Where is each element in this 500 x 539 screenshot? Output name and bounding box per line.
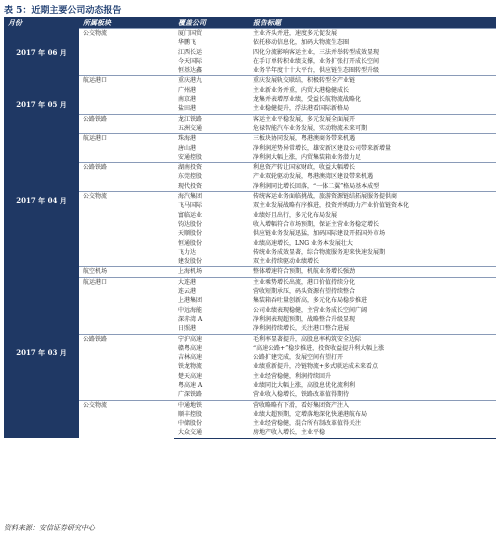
- company-cell: 厦门国贸: [174, 29, 249, 39]
- report-title-cell: 营业收入稳增长，铁路改革值得期待: [253, 391, 350, 399]
- company-cell: 粤高速 A: [178, 381, 203, 389]
- report-title-cell: 主业乘势增长出流，港口价值持续分化: [249, 277, 496, 287]
- company-cell: 五洲交通: [178, 124, 203, 132]
- month-cell: 2017 年 04 月: [4, 134, 79, 267]
- company-cell: 中通地铁: [174, 400, 249, 410]
- report-title-cell: 集装箱吞吐量创新高，多元化布局稳步推进: [253, 297, 368, 305]
- company-cell: 盐田港: [178, 105, 197, 113]
- company-cell: 华鹏飞: [178, 39, 197, 47]
- company-reports-table: [4, 17, 496, 439]
- report-title-cell: 传统客运业务面临挑战，旅游资源链结拓展服务提供商: [249, 192, 496, 202]
- report-title-cell: 净利润持续增长，关注港口整合进展: [253, 325, 350, 333]
- month-cell: 2017 年 05 月: [4, 76, 79, 134]
- report-title-cell: 四化分流影响客运主业，三法并举转型成效显现: [253, 48, 380, 56]
- report-title-cell: 主业经营稳健，混合所有制改革值得关注: [253, 420, 362, 428]
- report-title-cell: 龙集并表增厚业绩，受益长航物流战略化: [253, 96, 362, 104]
- report-title-cell: 业绩同比大幅上涨，高股息优化流利利: [253, 381, 356, 389]
- report-title-cell: 毛利率显著提升，高股息率构筑安全边际: [249, 334, 496, 344]
- company-cell: 东莞控股: [178, 173, 203, 181]
- report-title-cell: 业绩重新提升，冷链物流+多式联运成未来看点: [253, 363, 379, 371]
- company-cell: 上海机场: [174, 267, 249, 277]
- company-cell: 富临运业: [178, 211, 203, 219]
- month-cell: 2017 年 03 月: [4, 267, 79, 438]
- company-cell: 恒通股份: [178, 239, 203, 247]
- table-row: [4, 267, 496, 277]
- report-title-cell: 公司业绩表现稳健，主营业务成长空间广阔: [253, 306, 368, 314]
- company-cell: 江西长运: [178, 48, 203, 56]
- company-cell: 楚天高速: [178, 372, 203, 380]
- company-cell: 宁沪高速: [174, 334, 249, 344]
- sector-cell: 公路铁路: [79, 163, 174, 192]
- source-note: 资料来源：安信证券研究中心: [4, 524, 95, 532]
- month-cell: 2017 年 06 月: [4, 29, 79, 76]
- report-title-cell: 双主业持续驱动业绩增长: [253, 258, 320, 266]
- table-row: [4, 134, 496, 144]
- header-report-title: 报告标题: [249, 17, 496, 29]
- report-title-cell: 危禄智能汽车业务发展，实动物流未来可期: [253, 124, 368, 132]
- table-title: 表 5：近期主要公司动态报告: [4, 6, 122, 16]
- company-cell: 湖南投资: [174, 163, 249, 173]
- company-cell: 广州港: [178, 86, 197, 94]
- company-cell: 海汽集团: [174, 192, 249, 202]
- report-title-cell: 业务半年度十十大平台，供应链生态圈转型升级: [253, 67, 380, 75]
- company-cell: 飞力达: [178, 248, 197, 256]
- sector-cell: 公路铁路: [79, 334, 174, 400]
- header-company: 覆盖公司: [174, 17, 249, 29]
- report-title-cell: 净利润大幅上涨，内贸集装箱业务潜力足: [253, 153, 362, 161]
- company-cell: 龙江铁路: [174, 114, 249, 124]
- company-cell: 连云港: [178, 288, 197, 296]
- report-title-cell: 公路扩建完成，发展空间有望打开: [253, 354, 344, 362]
- report-title-cell: 依托移动信息化，加码大物流生态圈: [253, 39, 350, 47]
- sector-cell: 公交物流: [79, 400, 174, 438]
- report-title-cell: 净利润逆势异常增长，雄安新区建设公司带来新增量: [253, 144, 392, 152]
- report-title-cell: “高速公路+”稳步推进，投资收益提升利大幅上涨: [253, 344, 385, 352]
- report-title-cell: 业绩大超预期，定增落地深化快递港航布局: [253, 410, 368, 418]
- company-cell: 深赤湾 A: [178, 315, 203, 323]
- report-title-cell: 双主业发展战略有序推进，投资并购助力产业价值链资本化: [253, 202, 410, 210]
- sector-cell: 公路铁路: [79, 114, 174, 134]
- company-cell: 现代投资: [178, 182, 203, 190]
- company-cell: 今天国际: [178, 57, 203, 65]
- report-title-cell: 收入增幅符合市场预期，保证主营业务稳定增长: [253, 220, 380, 228]
- company-cell: 广深铁路: [178, 391, 203, 399]
- sector-cell: 公交物流: [79, 192, 174, 267]
- company-cell: 大众交通: [174, 428, 249, 438]
- company-cell: 恒基达鑫: [178, 67, 203, 75]
- report-title-cell: 传统业务成效显著，综合物流服务迎来快速发展期: [253, 248, 386, 256]
- report-title-cell: 主业新业务并重，内贸大港稳健成长: [253, 86, 350, 94]
- report-title-cell: 三板块协同发展，粤港澳商务带来机遇: [249, 134, 496, 144]
- table-header-row: [4, 17, 496, 29]
- company-cell: 天顺股份: [178, 230, 203, 238]
- company-cell: 建发股份: [178, 258, 203, 266]
- sector-cell: 航运港口: [79, 134, 174, 163]
- report-title-cell: 整体增速符合预期，机航业务增长强劲: [249, 267, 496, 277]
- company-cell: 中储股份: [178, 420, 203, 428]
- report-title-cell: 在手订单转积业绩支撑，业务扩张打开成长空间: [253, 57, 380, 65]
- company-cell: 顺丰控股: [178, 410, 203, 418]
- company-cell: 上港集团: [178, 297, 203, 305]
- sector-cell: 航空机场: [79, 267, 174, 277]
- header-sector: 所属板块: [79, 17, 174, 29]
- company-cell: 重庆港九: [174, 76, 249, 86]
- report-title-cell: 利息资产转让国家财政，收益大幅增长: [249, 163, 496, 173]
- report-title-cell: 业绩高速增长，LNG 业务本发展壮大: [253, 239, 353, 247]
- company-cell: 赣粤高速: [178, 344, 203, 352]
- company-cell: 飞马国际: [178, 202, 203, 210]
- company-cell: 南京港: [178, 96, 197, 104]
- company-cell: 珠海港: [174, 134, 249, 144]
- report-title-cell: 净利润表现超预期，战略整合升级显现: [253, 315, 356, 323]
- report-title-cell: 客运主业平稳发展，多元发展全面展开: [249, 114, 496, 124]
- report-title-cell: 营收短期承压，码头资源有望持续整合: [253, 288, 356, 296]
- report-title-cell: 业绩好且出行，多元化布局发展: [253, 211, 338, 219]
- table-row: [4, 29, 496, 39]
- report-title-cell: 重庆发展轨交联结，积极转型全产业链: [249, 76, 496, 86]
- header-month: 月份: [4, 17, 79, 29]
- sector-cell: 公交物流: [79, 29, 174, 76]
- company-cell: 大连港: [174, 277, 249, 287]
- report-title-cell: 营收略略有下滑，看好集团资产注入: [249, 400, 496, 410]
- report-title-cell: 净利润同比增长回落，“一体二翼”格局基本成型: [253, 182, 380, 190]
- sector-cell: 航运港口: [79, 277, 174, 334]
- company-cell: 中远海能: [178, 306, 203, 314]
- table-row: [4, 76, 496, 86]
- company-cell: 日照港: [178, 325, 197, 333]
- sector-cell: 航运港口: [79, 76, 174, 114]
- report-title-cell: 主业稳健提升，浮法港看国际新格局: [253, 105, 350, 113]
- report-title-cell: 主业经营稳健，利润持续回升: [253, 372, 332, 380]
- report-title-cell: 产业双轮驱动发展，粤港澳湾区建设带来机遇: [253, 173, 374, 181]
- company-cell: 铁龙物流: [178, 363, 203, 371]
- company-cell: 钧达股份: [178, 220, 203, 228]
- table-body: [4, 29, 496, 439]
- company-cell: 吉林高速: [178, 354, 203, 362]
- report-title-cell: 主业齐头并进，速度多元促发展: [249, 29, 496, 39]
- company-cell: 唐山港: [178, 144, 197, 152]
- report-title-cell: 供应链业务发展迅猛，加码国际建设开拓国外市场: [253, 230, 386, 238]
- report-title-cell: 房地产收入增长，主业平稳: [249, 428, 496, 438]
- company-cell: 安通控股: [178, 153, 203, 161]
